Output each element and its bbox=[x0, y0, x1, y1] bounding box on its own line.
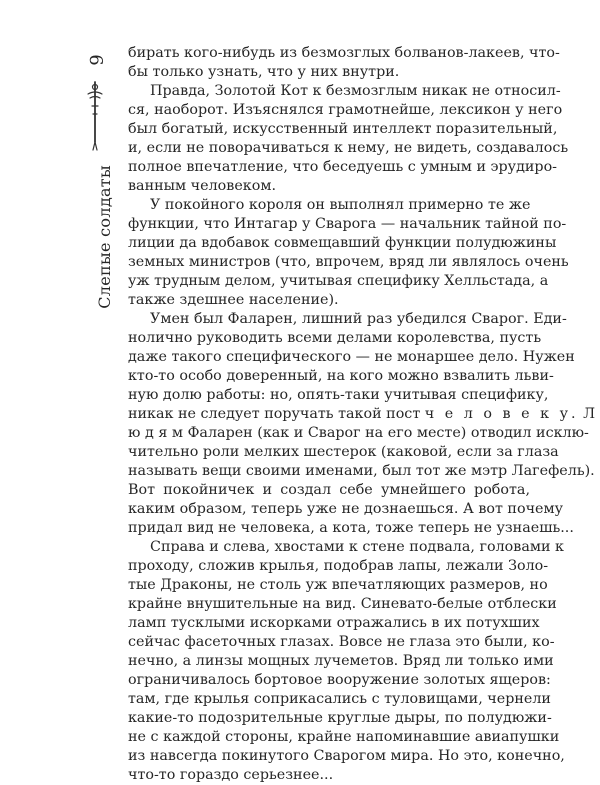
text-line: какие-то подозрительные круглые дыры, по полудюжи- bbox=[128, 710, 552, 726]
text-line-with-spaced-word bbox=[128, 405, 599, 424]
text-line: Вот покойничек и создал себе умнейшего робота, bbox=[128, 482, 530, 498]
text-line: ся, наоборот. Изъяснялся грамотнейше, лексикон у него bbox=[128, 102, 563, 118]
text-line: каким образом, теперь уже не дознаешься. А вот почему bbox=[128, 501, 564, 517]
text-line: ограничивалось бортовое вооружение золотых ящеров: bbox=[128, 672, 551, 688]
text-line: ю д я м Фаларен (как и Сварог на его месте) отводил исклю- bbox=[128, 425, 589, 441]
text-line: Правда, Золотой Кот к безмозглым никак не относил- bbox=[150, 83, 561, 99]
text-line: Умен был Фаларен, лишний раз убедился Сварог. Еди- bbox=[150, 311, 567, 327]
text-line: земных министров (что, впрочем, вряд ли являлось очень bbox=[128, 254, 569, 270]
text-line: также здешнее население). bbox=[128, 292, 339, 308]
text-line: и, если не поворачиваться к нему, не видеть, создавалось bbox=[128, 140, 569, 156]
text-line: нечно, а линзы мощных лучеметов. Вряд ли только ими bbox=[128, 653, 554, 669]
text-line: функции, что Интагар у Сварога — начальник тайной по- bbox=[128, 216, 567, 232]
text-line: называть вещи своими именами, был тот же мэтр Лагефель). bbox=[128, 463, 595, 479]
text-line: лиции да вдобавок совмещавший функции полудюжины bbox=[128, 235, 557, 251]
text-line: бы только узнать, что у них внутри. bbox=[128, 64, 400, 80]
text-line: крайне внушительные на вид. Синевато-белые отблески bbox=[128, 596, 557, 612]
text-line: ламп тусклыми искорками отражались в их потухших bbox=[128, 615, 540, 631]
text-line: нолично руководить всеми делами королевства, пусть bbox=[128, 330, 542, 346]
page-number: 6 bbox=[85, 54, 106, 66]
text-line: что-то гораздо серьезнее... bbox=[128, 767, 334, 783]
text-line: ванным человеком. bbox=[128, 178, 276, 194]
spaced-word: ч е л о в е к у. bbox=[424, 406, 579, 422]
body-text bbox=[128, 44, 599, 785]
text-line: Справа и слева, хвостами к стене подвала, головами к bbox=[150, 539, 564, 555]
text-line: там, где крылья соприкасались с туловищами, чернели bbox=[128, 691, 551, 707]
text-line: проходу, сложив крылья, подобрав лапы, лежали Золо- bbox=[128, 558, 549, 574]
text-line: даже такого специфического — не монаршее дело. Нужен bbox=[128, 349, 575, 365]
text-line: кто-то особо доверенный, на кого можно взвалить льви- bbox=[128, 368, 554, 384]
text-line: ную долю работы: но, опять-таки учитывая специфику, bbox=[128, 387, 549, 403]
sword-icon bbox=[84, 80, 106, 152]
text-fragment: никак не следует поручать такой пост bbox=[128, 406, 421, 422]
running-head-text: Слепые солдаты bbox=[95, 165, 114, 309]
text-line: сейчас фасеточных глазах. Вовсе не глаза это были, ко- bbox=[128, 634, 555, 650]
text-line: бирать кого-нибудь из безмозглых болванов-лакеев, что- bbox=[128, 45, 560, 61]
text-line: был богатый, искусственный интеллект поразительный, bbox=[128, 121, 558, 137]
text-line: уж трудным делом, учитывая специфику Хелльстада, а bbox=[128, 273, 549, 289]
text-line: полное впечатление, что беседуешь с умным и эрудиро- bbox=[128, 159, 558, 175]
text-line: У покойного короля он выполнял примерно те же bbox=[150, 197, 531, 213]
text-line: тые Драконы, не столь уж впечатляющих размеров, но bbox=[128, 577, 548, 593]
text-line: чительно роли мелких шестерок (каковой, если за глаза bbox=[128, 444, 559, 460]
text-line: не с каждой стороны, крайне напоминавшие авиапушки bbox=[128, 729, 560, 745]
spaced-letter: Л bbox=[583, 406, 599, 422]
text-line: придал вид не человека, а кота, тоже теперь не узнаешь... bbox=[128, 520, 574, 536]
text-line: из навсегда покинутого Сварогом мира. Но это, конечно, bbox=[128, 748, 565, 764]
